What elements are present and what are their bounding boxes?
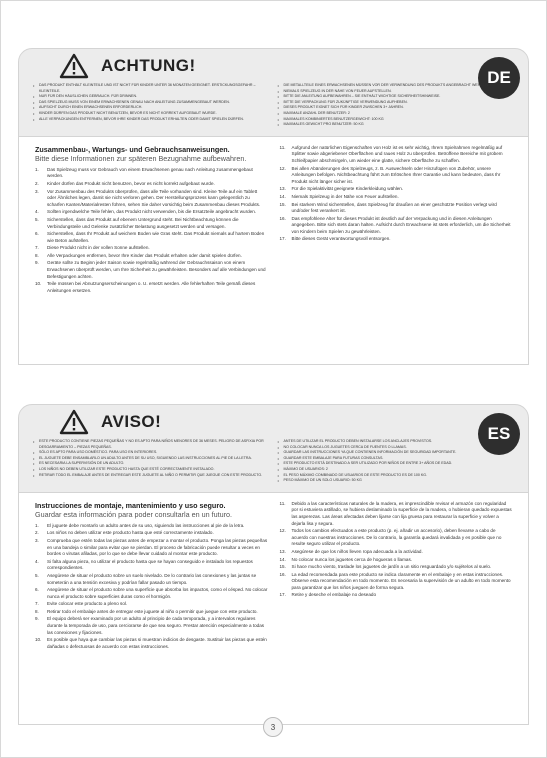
instruction-step: 1. El juguete debe montarlo un adulto antes de su uso, siguiendo las instrucciones al pie de la letra. xyxy=(35,522,245,528)
instructions-column-right xyxy=(274,501,519,714)
warning-item: • NO COLOCAR NUNCA LOS JUGUETES CERCA DE FUENTES O LLAMAS. xyxy=(278,445,515,451)
warning-item: • KINDER DÜRFEN DAS PRODUKT NICHT BENUTZEN, BEVOR ES NICHT KORREKT AUFGEBAUT WURDE. xyxy=(33,111,270,117)
instruction-step: 2. Kinder dürfen das Produkt nicht benutzen, bevor es nicht korrekt aufgebaut wurde. xyxy=(35,180,215,186)
section-subtitle: Guardar esta información para poder consultarla en un futuro. xyxy=(35,509,232,519)
warning-header xyxy=(19,405,528,439)
warning-item: • LOS NIÑOS NO DEBEN UTILIZAR ESTE PRODUCTO HASTA QUE ESTÉ CORRECTAMENTE INSTALADO. xyxy=(33,467,270,473)
instruction-step: 12. Todos los cambios efectuados a este producto (p. ej. añadir un accesorio), deben llevarse a cabo de acuerdo con nuestras instrucciones. De lo contrario, la garantía quedará invalidada y es posible que no resulte seguro utilizar el producto. xyxy=(279,528,502,547)
section-de xyxy=(18,48,529,365)
instructions-column-left xyxy=(29,501,274,714)
warning-column-left xyxy=(29,83,274,128)
section-es xyxy=(18,404,529,725)
warning-title: AVISO! xyxy=(101,412,162,431)
warning-item: • RETIRAR TODO EL EMBALAJE ANTES DE ENTREGAR ESTE JUGUETE AL NIÑO O PERMITIR QUE JUEGUE CON ESTE PRODUCTO. xyxy=(33,473,270,479)
instruction-step: 8. Retirar todo el embalaje antes de entregar este juguete al niño o permitir que juegue con este producto. xyxy=(35,608,258,614)
instruction-step: 8. Alle Verpackungen entfernen, bevor Ihre Kinder das Produkt erhalten oder damit spielen dürfen. xyxy=(35,252,242,258)
warning-item: • ESTE PRODUCTO CONTIENE PIEZAS PEQUEÑAS Y NO ES APTO PARA NIÑOS MENORES DE 36 MESES. PELIGRO DE ASFIXIA POR DESGARRAMIENTO – PIEZAS PEQUEÑAS. xyxy=(33,439,270,450)
warning-item: • MAXIMALE ANZAHL DER BENUTZER: 2 xyxy=(278,111,515,117)
warning-triangle-icon xyxy=(59,53,89,79)
language-badge: DE xyxy=(478,57,520,99)
instruction-step: 10. Es posible que haya que cambiar las piezas si muestran indicios de desgaste. Sustituir las piezas que estén dañadas o defectuosas de acuerdo con estas instrucciones. xyxy=(35,637,267,649)
warning-item: • BITTE DIE ANLEITUNG AUFBEWAHREN – SIE ENTHÄLT WICHTIGE SICHERHEITSHINWEISE. xyxy=(278,94,515,100)
warning-item: • GUARDAR ESTE EMBALAJE PARA FUTURAS CONSULTAS. xyxy=(278,456,515,462)
instruction-step: 16. La edad recomendada para este producto se indica claramente en el embalaje y en estas instrucciones. Observe esta recomendación en todo momento. Es necesaria la supervisión de un adulto en todo momento para garantizar que los niños jueguen de forma segura. xyxy=(279,571,511,590)
instruction-step: 11. Aufgrund der natürlichen Eigenschaften von Holz ist es sehr wichtig, Ihrem Spielrahmen regelmäßig auf Splitter sowie abgeriebener Oberflächen und raues Holz zu überprüfen. Betroffene Bereiche mit grobem Schleifpapier abschmirgeln, um wieder eine glatte, sichere Oberfläche zu schaffen. xyxy=(279,144,503,163)
instruction-step: 3. Vor Zusammenbau des Produkts überprüfen, dass alle Teile vorhanden sind. Kleine Teile auf ein Tablett oder Ähnliches legen, damit sie nicht verloren gehen. Der Herstellungsprozess kann gelegentlich zu scharfen Kanten/Materialresten führen, sehen Sie daher vorsichtig beim Zusammenbau dieses Produkts. xyxy=(35,188,261,207)
instruction-step: 7. Evite colocar este producto a pleno sol. xyxy=(35,601,128,607)
warning-item: • ANTES DE UTILIZAR EL PRODUCTO DEBEN INSTALARSE LOS ANCLAJES PROVISTOS. xyxy=(278,439,515,445)
warning-item: • ALLE VERPACKUNGEN ENTFERNEN, BEVOR IHRE KINDER DAS PRODUKT ERHALTEN ODER DAMIT SPIELEN DÜRFEN. xyxy=(33,117,270,123)
warning-item: • AUFSICHT DURCH EINEN ERWACHSENEN ERFORDERLICH. xyxy=(33,105,270,111)
instruction-step: 1. Das Spielzeug muss vor Gebrauch von einem Erwachsenen genau nach Anleitung zusammengebaut werden. xyxy=(35,166,253,179)
warning-item: • ES NECESARIA LA SUPERVISIÓN DE UN ADULTO. xyxy=(33,461,270,467)
instruction-step: 5. Asegúrese de situar el producto sobre un suelo nivelado. De lo contrario las conexiones y las juntas se someterán a una tensión excesiva y podrían fallar pasado un tiempo. xyxy=(35,572,257,585)
instructions-column-left xyxy=(29,145,274,354)
instruction-step: 13. Für die Spielaktivität geeignete Kinderkleidung wählen. xyxy=(279,186,404,192)
warning-item: • ESTE PRODUCTO ESTÁ DESTINADO A SER UTILIZADO POR NIÑOS DE ENTRE 3+ AÑOS DE EDAD. xyxy=(278,461,515,467)
warning-title: ACHTUNG! xyxy=(101,56,196,75)
warning-item: • SÓLO ES APTO PARA USO DOMÉSTICO. PARA USO EN INTERIORES. xyxy=(33,450,270,456)
warning-item: • DAS SPIELZEUG MUSS VON EINEM ERWACHSENEN GENAU NACH ANLEITUNG ZUSAMMENGEBAUT WERDEN. xyxy=(33,100,270,106)
instructions-box xyxy=(18,493,529,725)
warning-item: • DIESES PRODUKT EIGNET SICH FÜR KINDER ZWISCHEN 3+ JAHREN. xyxy=(278,105,515,111)
instruction-step: 6. Asegúrese de situar el producto sobre una superficie que absorba los impactos, como el césped. No colocar nunca el producto sobre superficies duras como el hormigón. xyxy=(35,587,268,599)
instruction-step: 9. Geräte sollte zu Beginn jeder Saison sowie regelmäßig während der Gebrauchssaison von einem Erwachsenen überprüft werden, um Ihre Sicherheit zu gewährleisten. Besonders auf alle Verbindungen und Befestigungen achten. xyxy=(35,260,266,279)
instruction-step: 17. Bitte dieses Gerät verantwortungsvoll entsorgen. xyxy=(279,236,391,242)
instruction-step: 12. Bei allen Abänderungen des Spielzeugs, z. B. Auswechseln oder Hinzufügen von Zubehör, unsere Anleitungen befolgen. Nichtbeachtung führt zum Erlöschen Ihrer Garantie und kann bedeuten, dass Ihr Produkt nicht länger sicher ist. xyxy=(279,165,501,184)
instruction-step: 10. Teile müssen bei Abnutzungserscheinungen o. U. ersetzt werden. Alle fehlerhaften Teile gemäß dieses Anleitungen ersetzen. xyxy=(35,281,256,293)
warning-header xyxy=(19,49,528,83)
instruction-step: 16. Das empfohlene Alter für dieses Produkt ist deutlich auf der Verpackung und in diesen Anleitungen angegeben. Bitte sich stets daran halten. Aufsicht durch Erwachsene ist stets erforderlich, um die Sicherheit von Kindern beim Spielen zu gewährleisten. xyxy=(279,215,511,234)
warning-item: • BITTE DIE VERPACKUNG FÜR ZUKÜNFTIGE VERWENDUNG AUFHEBEN. xyxy=(278,100,515,106)
warning-column-right xyxy=(274,83,519,128)
instructions-box xyxy=(18,137,529,365)
instruction-step: 15. Si hace mucho viento, traslade los juguetes de jardín a un sitio resguardado y/o sujételos al suelo. xyxy=(279,564,492,570)
warning-item: • DAS PRODUKT ENTHÄLT KLEINTEILE UND IST NICHT FÜR KINDER UNTER 36 MONATEN GEEIGNET. ERSTICKUNGSGEFAHR – KLEINTEILE. xyxy=(33,83,270,94)
warning-item: • DIE METALLTEILE EINES ERWACHSENEN MÜSSEN VOR DER VERWENDUNG DES PRODUKTS ANGEBRACHT WERDEN. xyxy=(278,83,515,89)
section-title: Instrucciones de montaje, mantenimiento y uso seguro. xyxy=(35,500,226,510)
warning-item: • NIEMALS SPIELZEUG IN DER NÄHE VON FEUER AUFSTELLEN. xyxy=(278,89,515,95)
instruction-step: 11. Debido a las características naturales de la madera, es imprescindible revisar el armazón con regularidad por si estuviera astillado, se hubiera deslaminado la superficie de la madera, o hubieran quedado expuestas las asperezas. Las áreas afectadas deben lijarse con lija gruesa para restaurar la superficie y volver a dejarla lisa y segura. xyxy=(279,500,512,526)
instruction-step: 15. Bei starkem Wind sicherstellen, dass Spielzeug für draußen an einer geschützte Position verlegt wird und/oder fest verankert ist. xyxy=(279,201,497,214)
warning-column-right xyxy=(274,439,519,484)
section-title: Zusammenbau-, Wartungs- und Gebrauchsanweisungen. xyxy=(35,144,230,154)
instruction-step: 14. No colocar nunca los juguetes cerca de hogueras o llamas. xyxy=(279,556,413,562)
warning-item: • PESO MÁXIMO DE UN SOLO USUARIO: 50 KG xyxy=(278,478,515,484)
warning-item: • MAXIMALES KOMBINIERTES BENUTZERGEWICHT: 100 KG xyxy=(278,117,515,123)
instruction-step: 6. Sicherstellen, dass Ihr Produkt auf weichem Boden wie Gras steht. Das Produkt niemals auf hartem Boden wie Beton aufstellen. xyxy=(35,231,265,243)
instructions-column-right xyxy=(274,145,519,354)
warning-item: • NUR FÜR DEN HÄUSLICHEN GEBRAUCH. FÜR DRINNEN. xyxy=(33,94,270,100)
warning-item: • MAXIMALES GEWICHT PRO BENUTZER: 50 KG xyxy=(278,122,515,128)
instruction-step: 4. Si falta alguna pieza, no utilizar el producto hasta que se hayan conseguido e instalado los repuestos correspondientes. xyxy=(35,558,253,571)
instruction-step: 3. Comprueba que estén todas las piezas antes de empezar a montar el producto. Ponga las piezas pequeñas en una bandeja o similar para evitar que se pierdan. El proceso de fabricación puede resultar a veces en bordes o virutas afiladas, por lo que se debe llevar cuidado al montar este producto. xyxy=(35,537,268,557)
section-subtitle: Bitte diese Informationen zur späteren Bezugnahme aufbewahren. xyxy=(35,153,247,163)
instruction-step: 13. Asegúrese de que los niños lleven ropa adecuada a la actividad. xyxy=(279,548,423,554)
warning-item: • EL PESO MÁXIMO COMBINADO DE USUARIOS DE ESTE PRODUCTO ES DE 100 KG. xyxy=(278,473,515,479)
instruction-step: 5. Sicherstellen, dass das Produkt auf ebenem Untergrund steht. Bei Nichtbeachtung können die Verbindungsteile und Gelenke zusätzlicher Belastung ausgesetzt werden und versagen. xyxy=(35,216,239,229)
instruction-step: 9. El equipo deberá ser examinado por un adulto al principio de cada temporada, y a intervalos regulares durante la temporada de uso, para cerciorarse de que sea seguro. Prestar atención especialmente a todas las conexiones y fijaciones. xyxy=(35,616,265,635)
warning-triangle-icon xyxy=(59,409,89,435)
warning-box xyxy=(18,404,529,493)
warning-columns xyxy=(19,439,528,492)
instruction-step: 2. Los niños no deben utilizar este producto hasta que esté correctamente instalado. xyxy=(35,530,214,536)
instruction-step: 17. Retire y deseche el embalaje no deseado xyxy=(279,592,377,598)
page-number: 3 xyxy=(263,717,283,737)
warning-item: • EL JUGUETE DEBE ENSAMBLARLO UN ADULTO ANTES DE SU USO, SIGUIENDO LAS INSTRUCCIONES AL PIE DE LA LETRA. xyxy=(33,456,270,462)
language-badge: ES xyxy=(478,413,520,455)
warning-column-left xyxy=(29,439,274,484)
warning-box xyxy=(18,48,529,137)
instruction-step: 14. Niemals Spielzeug in der Nähe von Feuer aufstellen. xyxy=(279,193,399,199)
instruction-step: 4. Sollten irgendwelche Teile fehlen, das Produkt nicht verwenden, bis die Ersatzteile angebracht wurden. xyxy=(35,209,257,215)
warning-item: • GUARDAR LAS INSTRUCCIONES YA QUE CONTIENEN INFORMACIÓN DE SEGURIDAD IMPORTANTE. xyxy=(278,450,515,456)
warning-columns xyxy=(19,83,528,136)
instruction-step: 7. Diese Produkt nicht in der vollen Sonne aufstellen. xyxy=(35,245,150,251)
warning-item: • MÁXIMO DE USUARIOS: 2 xyxy=(278,467,515,473)
